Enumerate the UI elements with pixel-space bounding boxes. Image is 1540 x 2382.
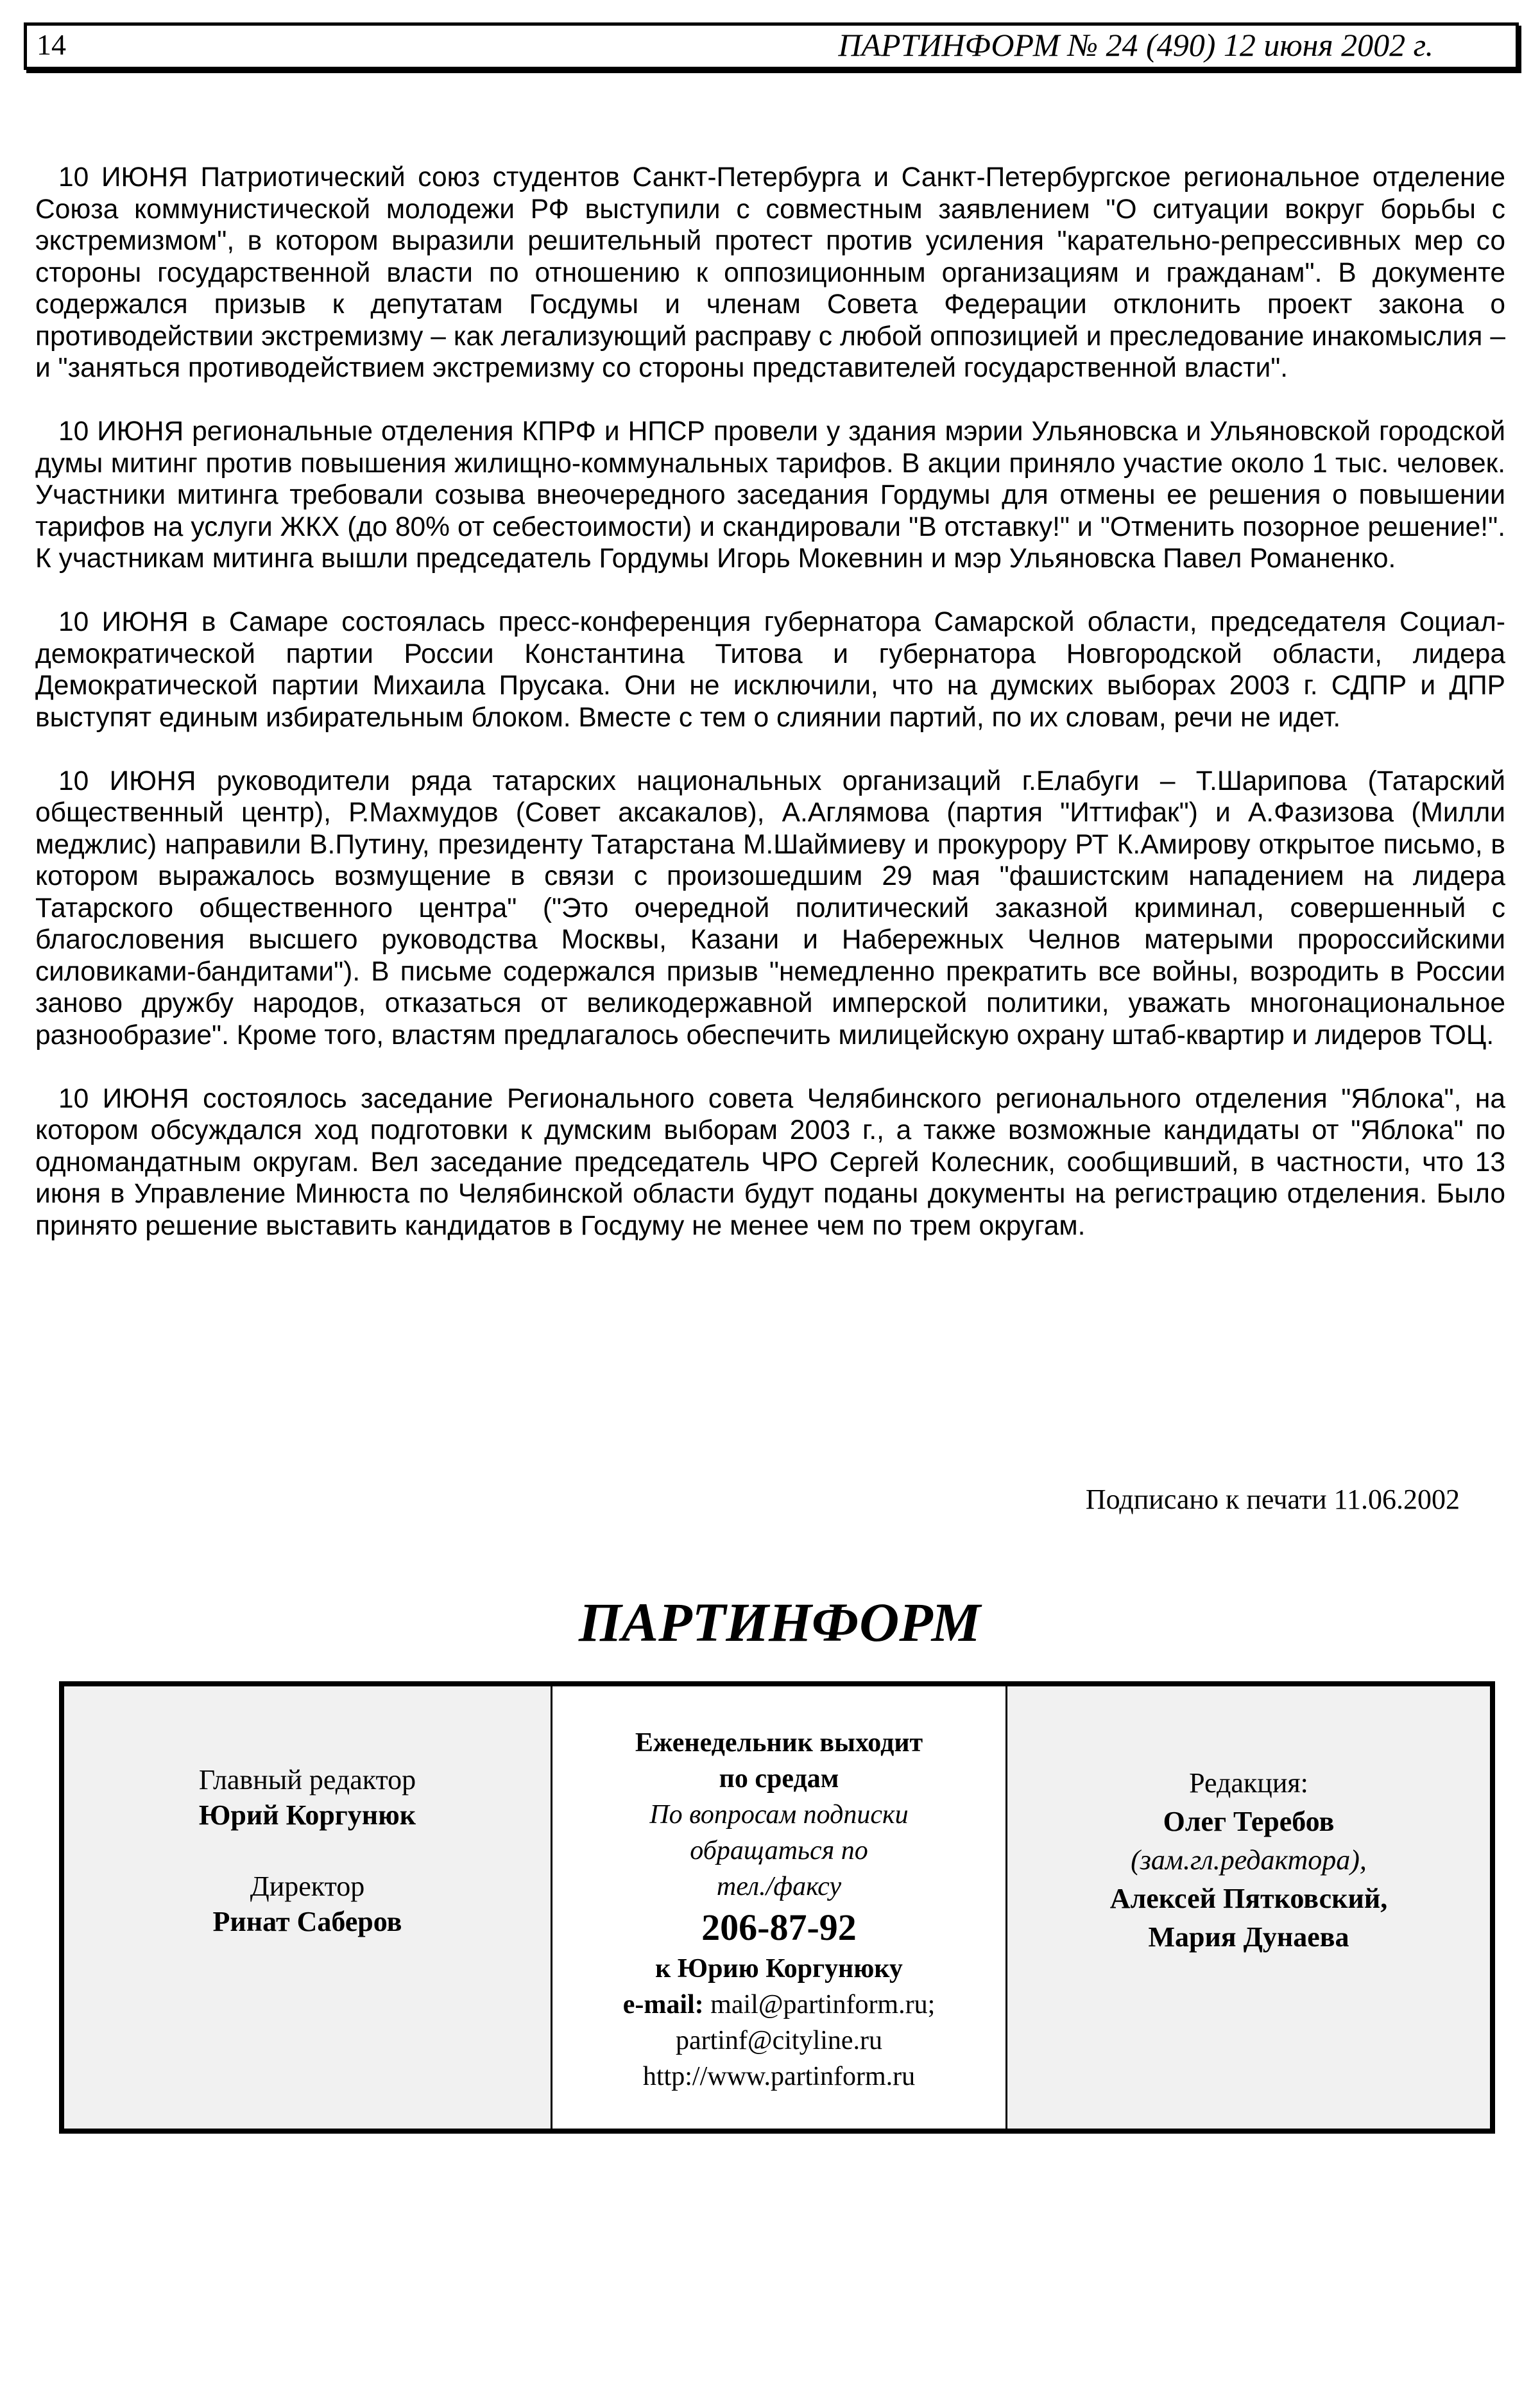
news-item: 10 ИЮНЯ Патриотический союз студентов Санкт-Петербурга и Санкт-Петербургское региональное отделение Союза коммунистической молодежи РФ выступили с совместным заявлением "О ситуации вокруг борьбы с экстремизмом", в котором выразили решительный протест против усиления "карательно-репрессивных мер со стороны государственной власти по отношению к оппозиционным организациям и гражданам". В документе содержался призыв к депутатам Госдумы и членам Совета Федерации отклонить проект закона о противодействии экстремизму – как легализующий расправу с любой оппозицией и преследование инакомыслия – и "заняться противодействием экстремизму со стороны представителей государственной власти". (35, 162, 1505, 383)
email-label: e-mail: (622, 1990, 704, 2019)
news-column (35, 162, 1505, 1274)
signed-to-print: Подписано к печати 11.06.2002 (1085, 1484, 1460, 1515)
email-link[interactable]: mail@partinform.ru; (710, 1990, 936, 2019)
imprint-table (59, 1681, 1495, 2134)
staff-label: Редакция: (1189, 1767, 1308, 1799)
issue-title: ПАРТИНФОРМ № 24 (490) 12 июня 2002 г. (838, 27, 1433, 63)
editor-role: Главный редактор (198, 1764, 416, 1795)
imprint-column-contacts (552, 1686, 1007, 2129)
page-header (24, 22, 1519, 70)
editor-name: Юрий Коргунюк (198, 1799, 416, 1831)
news-item: 10 ИЮНЯ руководители ряда татарских национальных организаций г.Елабуги – Т.Шарипова (Татарский общественный центр), Р.Махмудов (Совет аксакалов), А.Аглямова (партия "Иттифак") и А.Фазизова (Милли меджлис) направили В.Путину, президенту Татарстана М.Шаймиеву и прокурору РТ К.Амирову открытое письмо, в котором выражалось возмущение в связи с произошедшим 29 мая "фашистским нападением на лидера Татарского общественного центра" ("Это очередной политический заказной криминал, совершенный с благословения высшего руководства Москвы, Казани и Набережных Челнов матерыми пророссийскими силовиками-бандитами"). В письме содержался призыв "немедленно прекратить все войны, возродить в России заново дружбу народов, отказаться от великодержавной имперской политики, уважать многонациональное разнообразие". Кроме того, властям предлагалось обеспечить милицейскую охрану штаб-квартир и лидеров ТОЦ. (35, 766, 1505, 1050)
staff-role: (зам.гл.редактора), (1131, 1844, 1367, 1876)
contact-person: к Юрию Коргунюку (655, 1954, 903, 1984)
imprint-column-leadership (64, 1686, 552, 2129)
subscription-note: По вопросам подписки (649, 1800, 909, 1829)
imprint-column-staff (1007, 1686, 1490, 2129)
schedule-line: по средам (719, 1764, 839, 1794)
subscription-note: обращаться по (690, 1836, 868, 1865)
schedule-line: Еженедельник выходит (635, 1728, 923, 1758)
news-item: 10 ИЮНЯ в Самаре состоялась пресс-конференция губернатора Самарской области, председателя Социал-демократической партии России Константина Титова и губернатора Новгородской области, лидера Демократической партии Михаила Прусака. Они не исключили, что на думских выборах 2003 г. СДПР и ДПР выступят единым избирательным блоком. Вместе с тем о слиянии партий, по их словам, речи не идет. (35, 607, 1505, 733)
news-item: 10 ИЮНЯ состоялось заседание Регионального совета Челябинского регионального отделения "Яблока", на котором обсуждался ход подготовки к думским выборам 2003 г., а также возможные кандидаты от "Яблока" по одномандатным округам. Вел заседание председатель ЧРО Сергей Колесник, сообщивший, в частности, что 13 июня в Управление Минюста по Челябинской области будут поданы документы на регистрацию отделения. Было принято решение выставить кандидатов в Госдуму не менее чем по трем округам. (35, 1083, 1505, 1241)
news-item: 10 ИЮНЯ региональные отделения КПРФ и НПСР провели у здания мэрии Ульяновска и Ульяновской городской думы митинг против повышения жилищно-коммунальных тарифов. В акции приняло участие около 1 тыс. человек. Участники митинга требовали созыва внеочередного заседания Гордумы для отмены ее решения о повышении тарифов на услуги ЖКХ (до 80% от себестоимости) и скандировали "В отставку!" и "Отменить позорное решение!". К участникам митинга вышли председатель Гордумы Игорь Мокевнин и мэр Ульяновска Павел Романенко. (35, 416, 1505, 574)
page-number: 14 (37, 28, 66, 61)
director-name: Ринат Саберов (212, 1906, 402, 1937)
website-link[interactable]: http://www.partinform.ru (642, 2062, 916, 2091)
staff-name: Олег Теребов (1163, 1806, 1335, 1837)
director-role: Директор (250, 1871, 365, 1902)
staff-name: Алексей Пятковский, (1109, 1883, 1388, 1914)
masthead-title: ПАРТИНФОРМ (578, 1591, 981, 1653)
subscription-note: тел./факсу (716, 1872, 842, 1901)
staff-name: Мария Дунаева (1148, 1921, 1349, 1953)
spacer (64, 1833, 551, 1869)
email-link-2[interactable]: partinf@cityline.ru (675, 2026, 883, 2055)
phone-number: 206-87-92 (701, 1906, 857, 1948)
email-line (552, 1987, 1005, 2023)
